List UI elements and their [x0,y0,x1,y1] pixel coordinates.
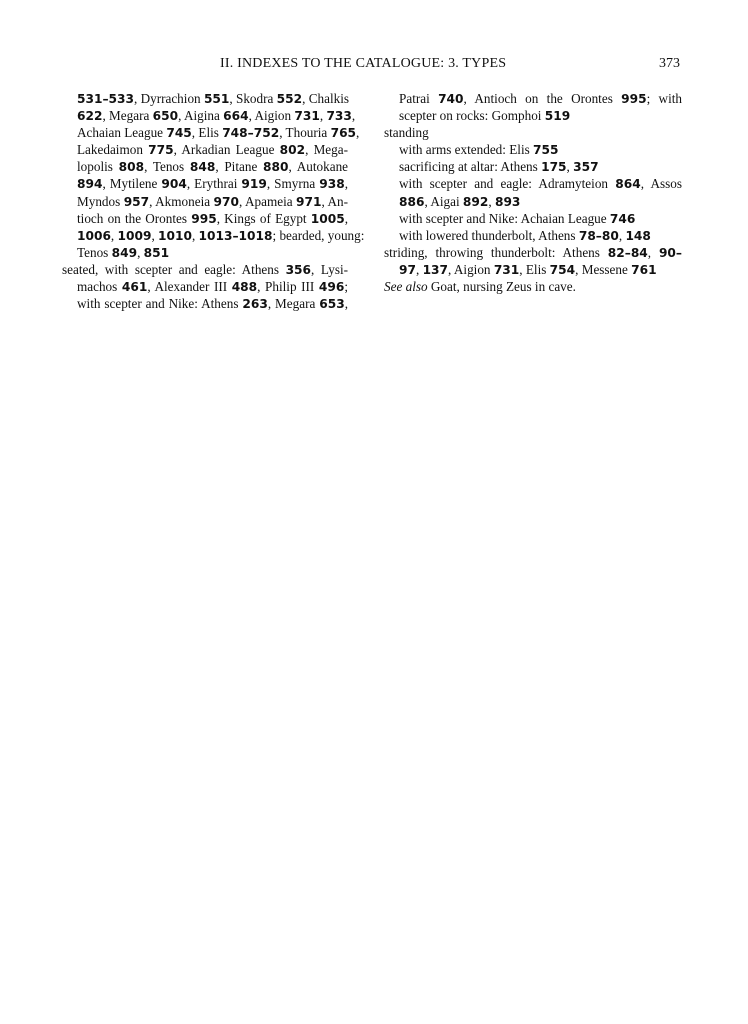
catalogue-number: 653 [319,297,345,312]
index-line [62,295,348,312]
index-column-right [384,90,682,295]
index-text: , [151,227,159,243]
index-text: machos [77,279,122,295]
catalogue-number: 919 [241,177,267,192]
index-line [384,90,682,107]
index-text: , [618,227,626,243]
index-text: , Dyrrachion [133,91,204,106]
index-text: with lowered thunderbolt, Athens [399,227,579,243]
catalogue-number: 78–80 [578,228,619,243]
catalogue-number: 137 [422,262,449,277]
index-column-left [62,90,365,312]
catalogue-number: 496 [318,280,345,295]
index-text: , Lysi- [311,261,349,277]
index-text: , [344,176,348,192]
index-line [62,261,348,278]
running-head: II. INDEXES TO THE CATALOGUE: 3. TYPES [220,56,507,71]
catalogue-number: 748–752 [222,126,280,141]
index-text: , [344,210,349,226]
index-text: seated, with scepter and eagle: Athens [62,261,286,277]
catalogue-number: 1013–1018 [198,228,273,243]
catalogue-number: 864 [615,177,641,192]
index-text: , Aigina [178,108,224,124]
index-text: Lakedaimon [77,142,149,158]
catalogue-number: 622 [77,109,103,124]
index-text: , Philip III [257,279,319,295]
catalogue-number: 552 [276,92,303,106]
index-text: lopolis [77,159,119,175]
index-line [384,261,682,278]
index-line [384,244,682,261]
index-text: , Megara [267,296,320,312]
index-text: sacrificing at altar: Athens [399,159,542,175]
index-line [384,210,682,227]
index-text: with scepter and eagle: Adramyteion [399,176,616,192]
index-line [62,210,348,227]
page-number: 373 [659,56,680,71]
index-text: , An- [321,193,349,209]
catalogue-number: 880 [263,160,289,175]
catalogue-number: 886 [399,194,425,209]
catalogue-number: 893 [494,194,521,209]
catalogue-number: 745 [166,126,192,141]
index-text: , Arkadian League [173,142,280,158]
index-line [62,193,348,210]
index-line [62,244,348,261]
index-text: , Chalkis [302,91,349,106]
index-text: , [344,296,348,312]
index-text: Achaian League [77,125,167,141]
index-text: , [647,244,659,260]
catalogue-number: 849 [111,245,138,260]
index-text: Patrai [399,91,439,106]
index-text: , Elis [191,125,223,141]
catalogue-number: 82–84 [607,245,648,260]
index-line [384,227,682,244]
catalogue-number: 263 [242,297,268,312]
catalogue-number: 731 [493,262,520,277]
cross-reference-label: See also [384,279,428,295]
index-text: , Antioch on the Orontes [463,91,622,106]
index-text: , [351,108,356,124]
catalogue-number: 731 [294,109,320,124]
catalogue-number: 802 [279,143,306,158]
index-text: , Elis [519,261,550,277]
index-text: , Messene [575,261,632,277]
index-text: , [319,108,327,124]
catalogue-number: 904 [161,177,187,192]
catalogue-number: 938 [319,177,345,192]
catalogue-number: 488 [231,280,258,295]
index-line [62,227,365,244]
index-line [384,158,682,175]
index-text: , [415,261,423,277]
catalogue-number: 894 [77,177,103,192]
index-text: with arms extended: Elis [399,142,534,158]
index-text: , [137,244,144,260]
index-line [62,158,348,175]
index-text: , Skodra [229,91,277,106]
catalogue-number: 995 [191,211,217,226]
index-line [62,124,360,141]
index-text: scepter on rocks: Gomphoi [399,108,545,124]
catalogue-number: 761 [631,262,657,277]
index-line [62,175,348,192]
catalogue-number: 754 [549,262,576,277]
index-line [62,141,348,158]
catalogue-number: 551 [203,92,230,106]
index-text: , Akmoneia [149,193,214,209]
index-text: , Pitane [215,159,264,175]
index-text: , [488,193,495,209]
index-text: , Tenos [144,159,190,175]
catalogue-number: 519 [544,109,571,124]
index-text: Goat, nursing Zeus in cave. [427,279,576,295]
index-text: , Alexander III [147,279,232,295]
catalogue-number: 995 [621,92,647,106]
index-text: ; [344,279,348,295]
index-text: , Autokane [288,159,349,175]
catalogue-number: 970 [213,194,239,209]
index-text: striding, throwing thunderbolt: Athens [384,244,608,260]
catalogue-number: 461 [121,280,148,295]
catalogue-number: 957 [123,194,150,209]
catalogue-number: 755 [533,143,559,158]
index-line [384,141,682,158]
index-line [384,124,682,141]
index-text: tioch on the Orontes [77,210,192,226]
index-text: , Thouria [279,125,331,141]
index-text: , Megara [102,108,153,124]
index-text: , Aigion [448,261,494,277]
index-text: ; with [646,91,683,106]
catalogue-number: 1009 [117,228,152,243]
index-text: , [110,227,118,243]
catalogue-number: 775 [148,143,174,158]
index-line [384,107,682,124]
catalogue-number: 740 [438,92,464,106]
index-text: Tenos [77,244,112,260]
index-text: ; bearded, young: [272,227,365,243]
index-text: , [356,125,360,141]
index-text: , [191,227,199,243]
index-text: , Mega- [305,142,348,158]
index-text: , Apameia [238,193,297,209]
catalogue-number: 1010 [158,228,192,243]
catalogue-number: 733 [326,109,352,124]
catalogue-number: 765 [330,126,357,141]
catalogue-number: 664 [223,109,249,124]
catalogue-number: 90– [658,245,683,260]
index-line [62,90,348,107]
catalogue-number: 892 [462,194,489,209]
index-text: , Erythrai [186,176,242,192]
index-text: with scepter and Nike: Athens [77,296,243,312]
catalogue-number: 851 [143,245,170,260]
index-text: , Aigion [248,108,295,124]
index-text: with scepter and Nike: Achaian League [399,210,610,226]
index-text: Myndos [77,193,124,209]
catalogue-number: 650 [152,109,179,124]
catalogue-number: 1005 [310,211,345,226]
catalogue-number: 356 [285,262,312,277]
index-text: , Mytilene [102,176,162,192]
catalogue-number: 531–533 [77,92,134,106]
index-text: , Kings of Egypt [216,210,311,226]
page-header [80,56,680,76]
index-line [384,278,682,295]
index-text: , Aigai [424,193,463,209]
catalogue-number: 971 [296,194,322,209]
index-text: , Smyrna [266,176,320,192]
index-text: standing [384,125,429,141]
catalogue-number: 1006 [77,228,111,243]
index-line [384,175,682,192]
index-text: , [566,159,574,175]
index-line [62,107,356,124]
catalogue-number: 808 [118,160,145,175]
catalogue-number: 746 [609,211,636,226]
index-text: , Assos [640,176,682,192]
index-line [384,193,682,210]
catalogue-number: 148 [625,228,651,243]
index-line [62,278,348,295]
catalogue-number: 357 [573,160,599,175]
catalogue-number: 848 [189,160,216,175]
catalogue-number: 97 [399,262,416,277]
catalogue-number: 175 [541,160,567,175]
